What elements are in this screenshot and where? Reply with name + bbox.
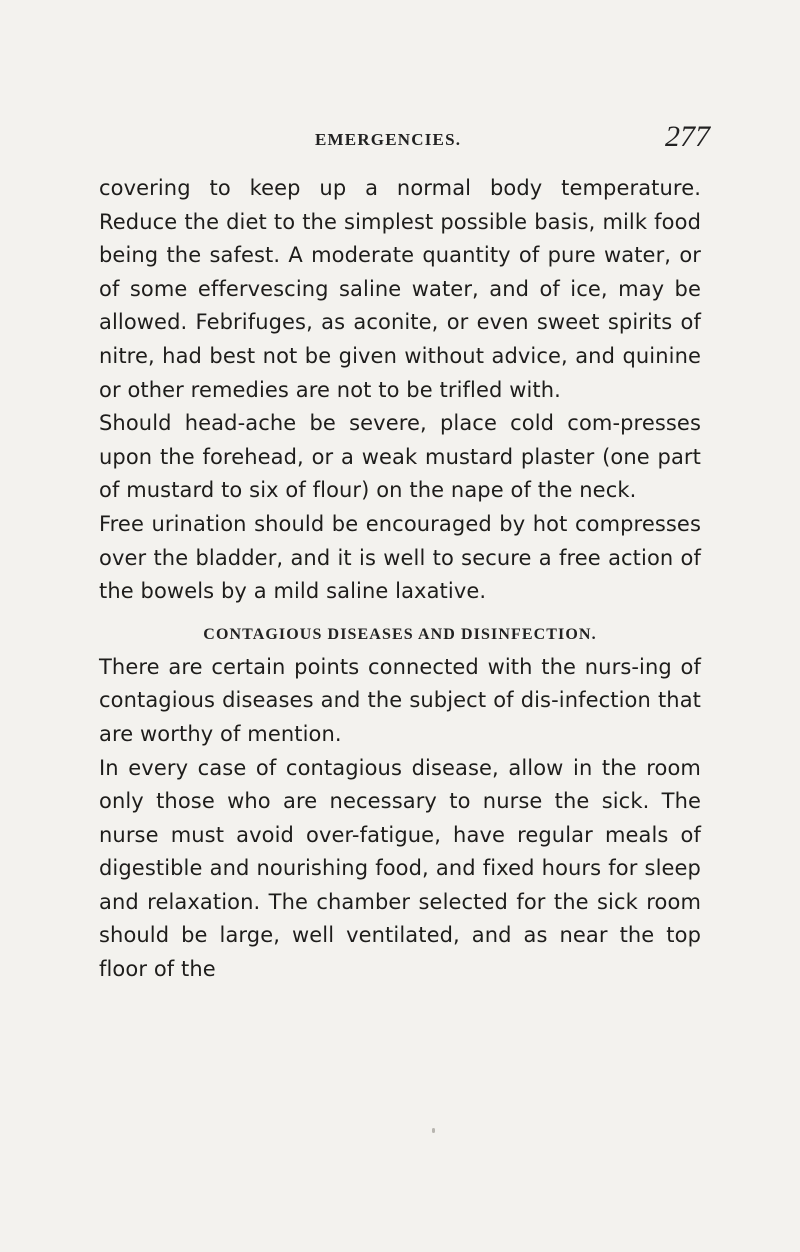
body-text [99, 172, 701, 987]
paragraph-3: Free urination should be encouraged by hot compresses over the bladder, and it is well to secure a free action of the bowels by a mild saline laxative. [99, 511, 701, 604]
paper-speck [432, 1128, 435, 1133]
paragraph-5: In every case of contagious disease, allow in the room only those who are necessary to nurse the sick. The nurse must avoid over-fatigue, have regular meals of digestible and nourishing food, and fixed hours for sleep and relaxation. The chamber selected for the sick room should be large, well ventilated, and as near the top floor of the [99, 755, 701, 982]
paragraph-4: There are certain points connected with the nurs-ing of contagious diseases and the subject of dis-infection that are worthy of mention. [99, 654, 701, 746]
paragraph-1: covering to keep up a normal body temperature. Reduce the diet to the simplest possible basis, milk food being the safest. A moderate quantity of pure water, or of some effervescing saline water, and of ice, may be allowed. Febrifuges, as aconite, or even sweet spirits of nitre, had best not be given without advice, and quinine or other remedies are not to be trifled with. [99, 176, 701, 402]
paragraph-2: Should head-ache be severe, place cold com-presses upon the forehead, or a weak mustard plaster (one part of mustard to six of flour) on the nape of the neck. [99, 411, 701, 503]
running-head: EMERGENCIES. [315, 130, 462, 149]
page-number: 277 [665, 120, 710, 153]
section-heading: CONTAGIOUS DISEASES AND DISINFECTION. [203, 625, 597, 643]
page-header [120, 120, 710, 164]
